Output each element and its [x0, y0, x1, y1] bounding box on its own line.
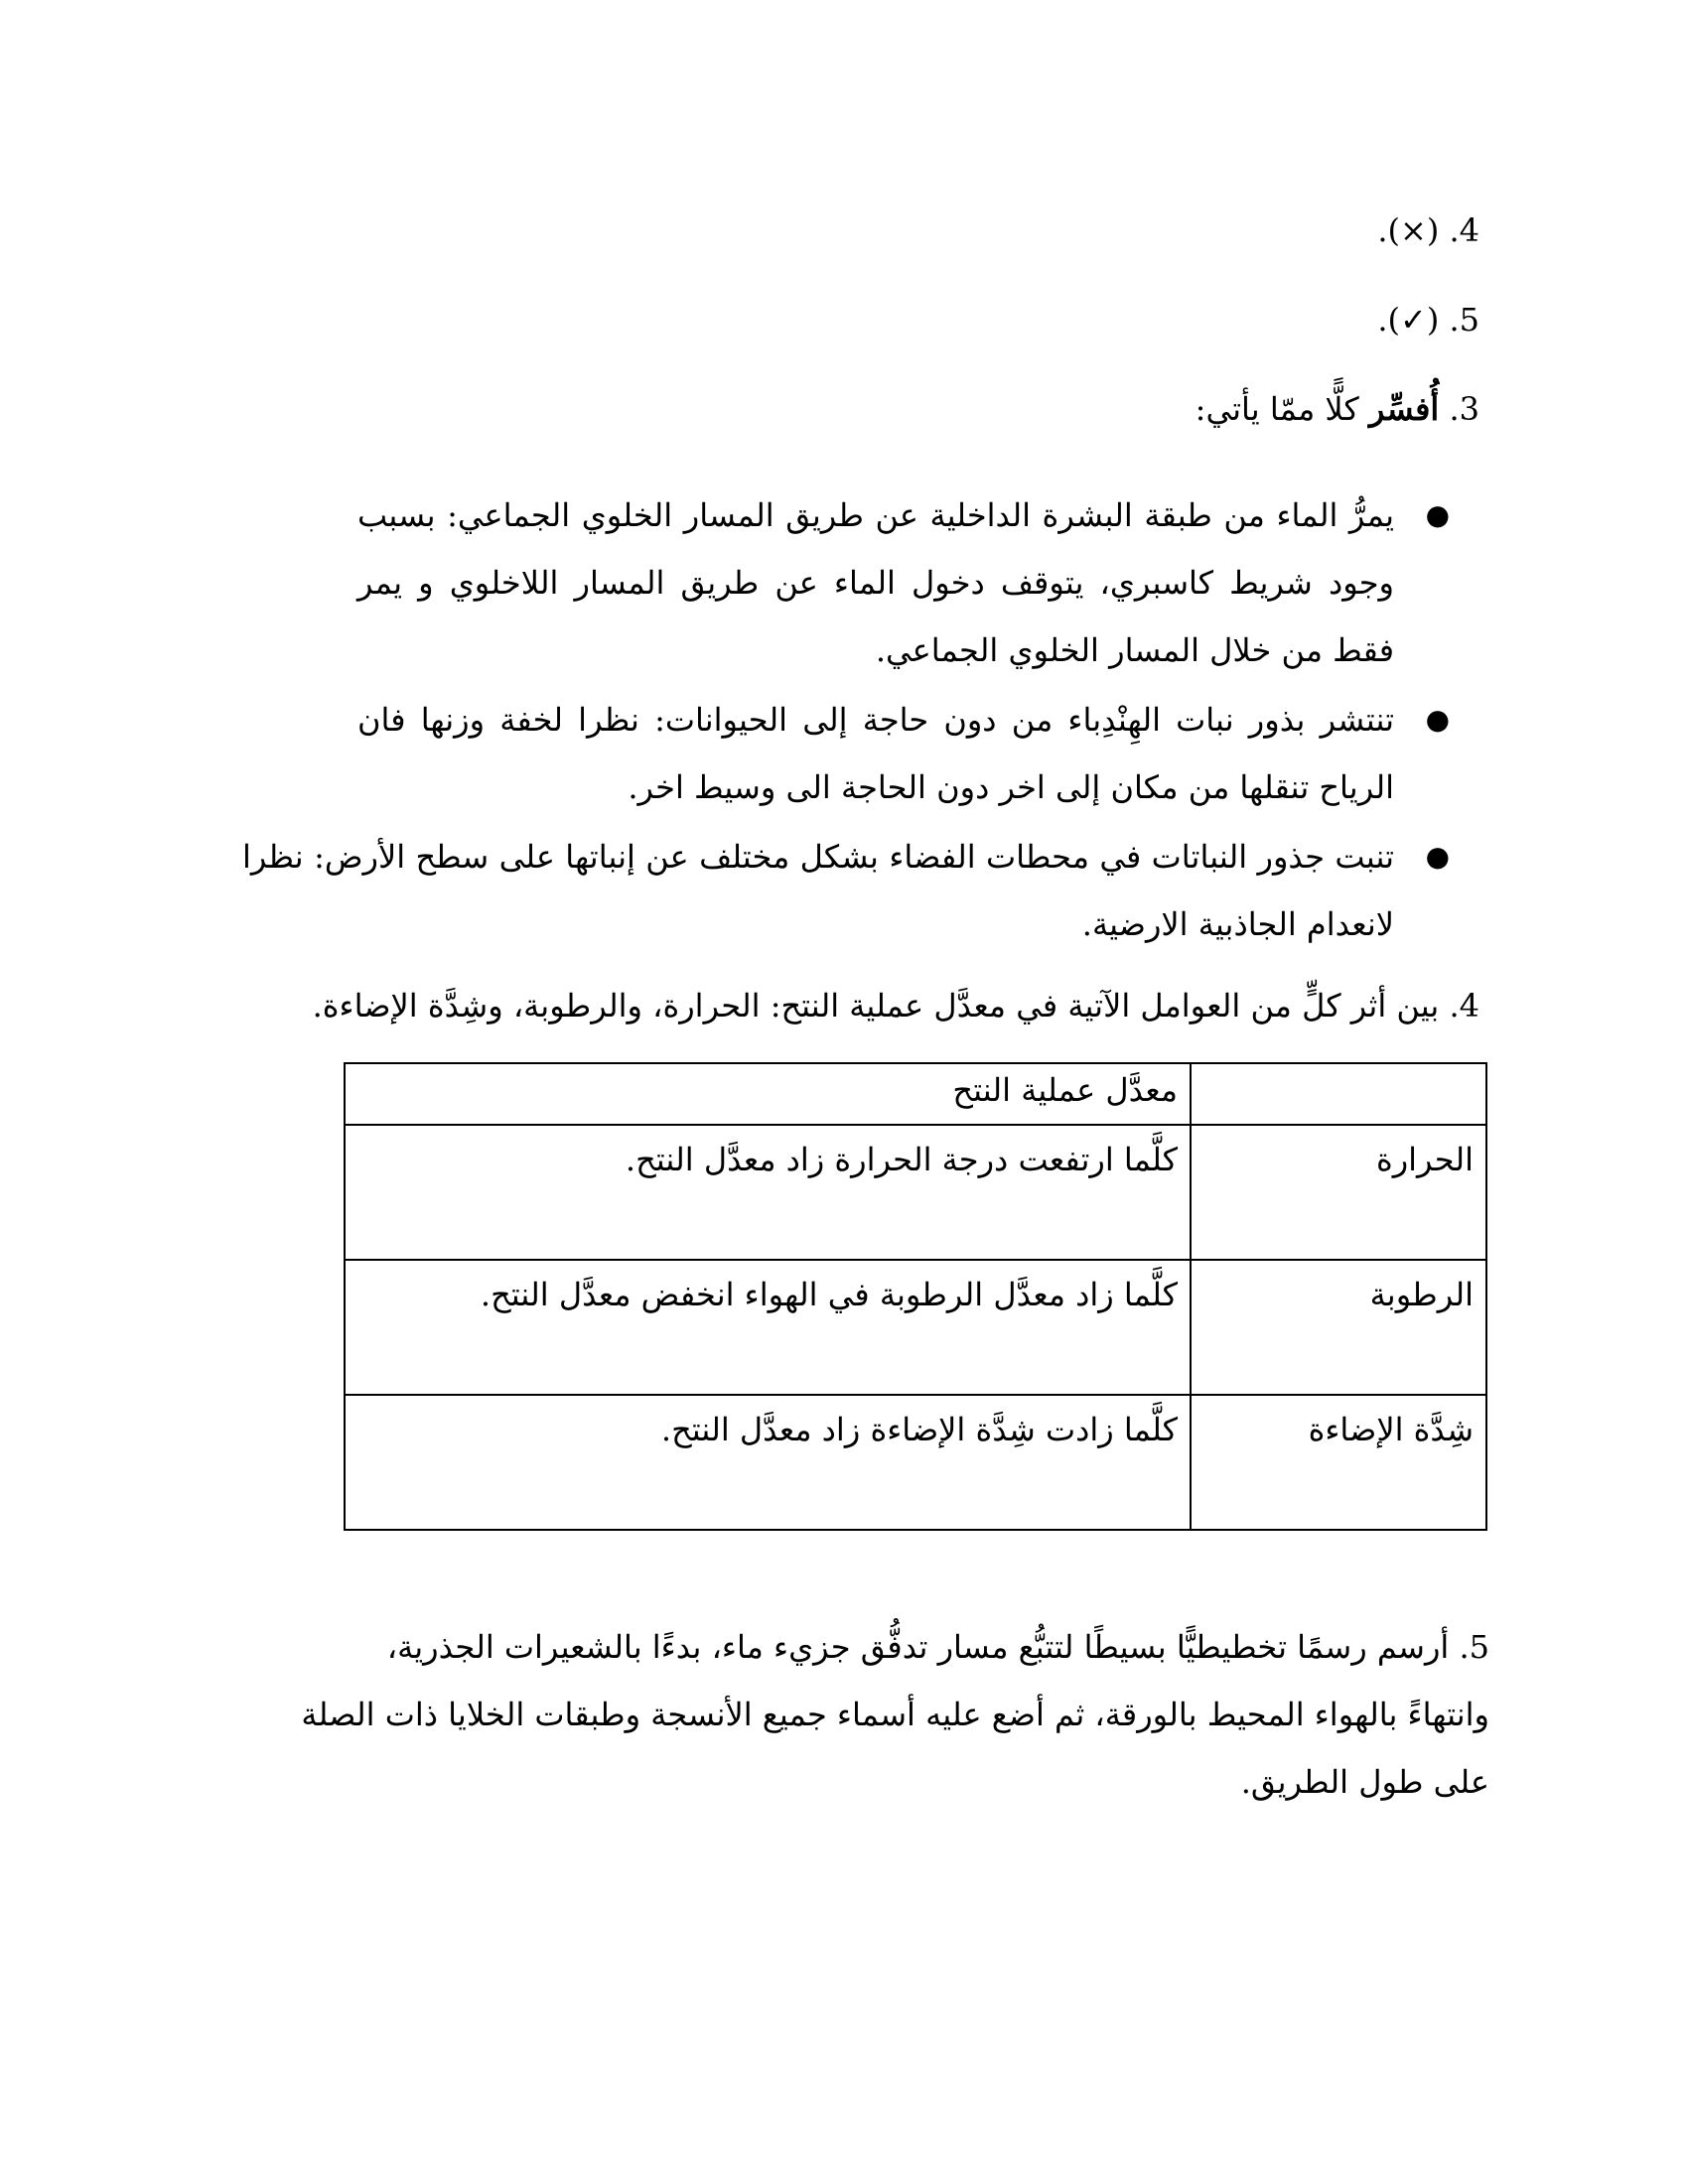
table-cell-effect: كلَّما زادت شِدَّة الإضاءة زاد معدَّل النتح.: [345, 1395, 1191, 1530]
question-3-title: [1196, 389, 1479, 429]
table-cell-factor: الرطوبة: [1191, 1260, 1486, 1395]
list-item: [357, 686, 1450, 821]
answer-5-mark: (✓).: [1377, 301, 1440, 339]
answer-4-number: 4.: [1449, 211, 1479, 249]
list-item: [242, 823, 1450, 958]
table-row: [345, 1260, 1486, 1395]
question-3-title-rest: كلًّا ممّا يأتي:: [1195, 390, 1369, 428]
question-3-title-bold: أُفسِّر: [1368, 390, 1440, 428]
table-cell-effect: كلَّما ارتفعت درجة الحرارة زاد معدَّل النتح.: [345, 1125, 1191, 1260]
table-header-row: [345, 1063, 1486, 1125]
table-header-cell-factor: [1191, 1063, 1486, 1125]
bullet-text: تنتشر بذور نبات الهِنْدِباء من دون حاجة إلى الحيوانات: نظرا لخفة وزنها فان الرياح تنقلها من مكان إلى اخر دون الحاجة الى وسيط اخر.: [357, 701, 1394, 806]
question-5: [298, 1613, 1489, 1816]
table-cell-effect: كلَّما زاد معدَّل الرطوبة في الهواء انخفض معدَّل النتح.: [345, 1260, 1191, 1395]
bullet-dot-icon: ●: [1425, 498, 1450, 531]
transpiration-table: [344, 1062, 1487, 1531]
question-4-number: 4.: [1449, 987, 1479, 1024]
table-cell-factor: الحرارة: [1191, 1125, 1486, 1260]
bullet-text: يمرُّ الماء من طبقة البشرة الداخلية عن طريق المسار الخلوي الجماعي: بسبب وجود شريط كاسبري، يتوقف دخول الماء عن طريق المسار اللاخلوي و يمر فقط من خلال المسار الخلوي الجماعي.: [357, 496, 1394, 669]
question-4-text: بين أثر كلٍّ من العوامل الآتية في معدَّل عملية النتح: الحرارة، والرطوبة، وشِدَّة الإضاءة.: [312, 987, 1440, 1024]
bullet-text: تنبت جذور النباتات في محطات الفضاء بشكل مختلف عن إنباتها على سطح الأرض: نظرا لانعدام الجاذبية الارضية.: [242, 838, 1395, 943]
question-3-bullet-list: [242, 481, 1450, 960]
table-cell-factor: شِدَّة الإضاءة: [1191, 1395, 1486, 1530]
bullet-dot-icon: ●: [1425, 840, 1450, 873]
question-5-number: 5.: [1459, 1628, 1489, 1666]
bullet-dot-icon: ●: [1425, 703, 1450, 736]
answer-4-mark: (×).: [1377, 211, 1440, 249]
table-row: [345, 1395, 1486, 1530]
question-5-text: أرسم رسمًا تخطيطيًّا بسيطًا لتتبُّع مسار تدفُّق جزيء ماء، بدءًا بالشعيرات الجذرية، وانتهاءً بالهواء المحيط بالورقة، ثم أضع عليه أسماء جميع الأنسجة وطبقات الخلايا ذات الصلة على طول الطريق.: [301, 1628, 1489, 1801]
list-item: [357, 481, 1450, 684]
table-header-cell-rate: معدَّل عملية النتح: [345, 1063, 1191, 1125]
answer-5: [1377, 300, 1479, 340]
question-4-title: [313, 986, 1479, 1025]
question-3-number: 3.: [1449, 390, 1479, 428]
answer-5-number: 5.: [1449, 301, 1479, 339]
answer-4: [1377, 210, 1479, 250]
table-row: [345, 1125, 1486, 1260]
